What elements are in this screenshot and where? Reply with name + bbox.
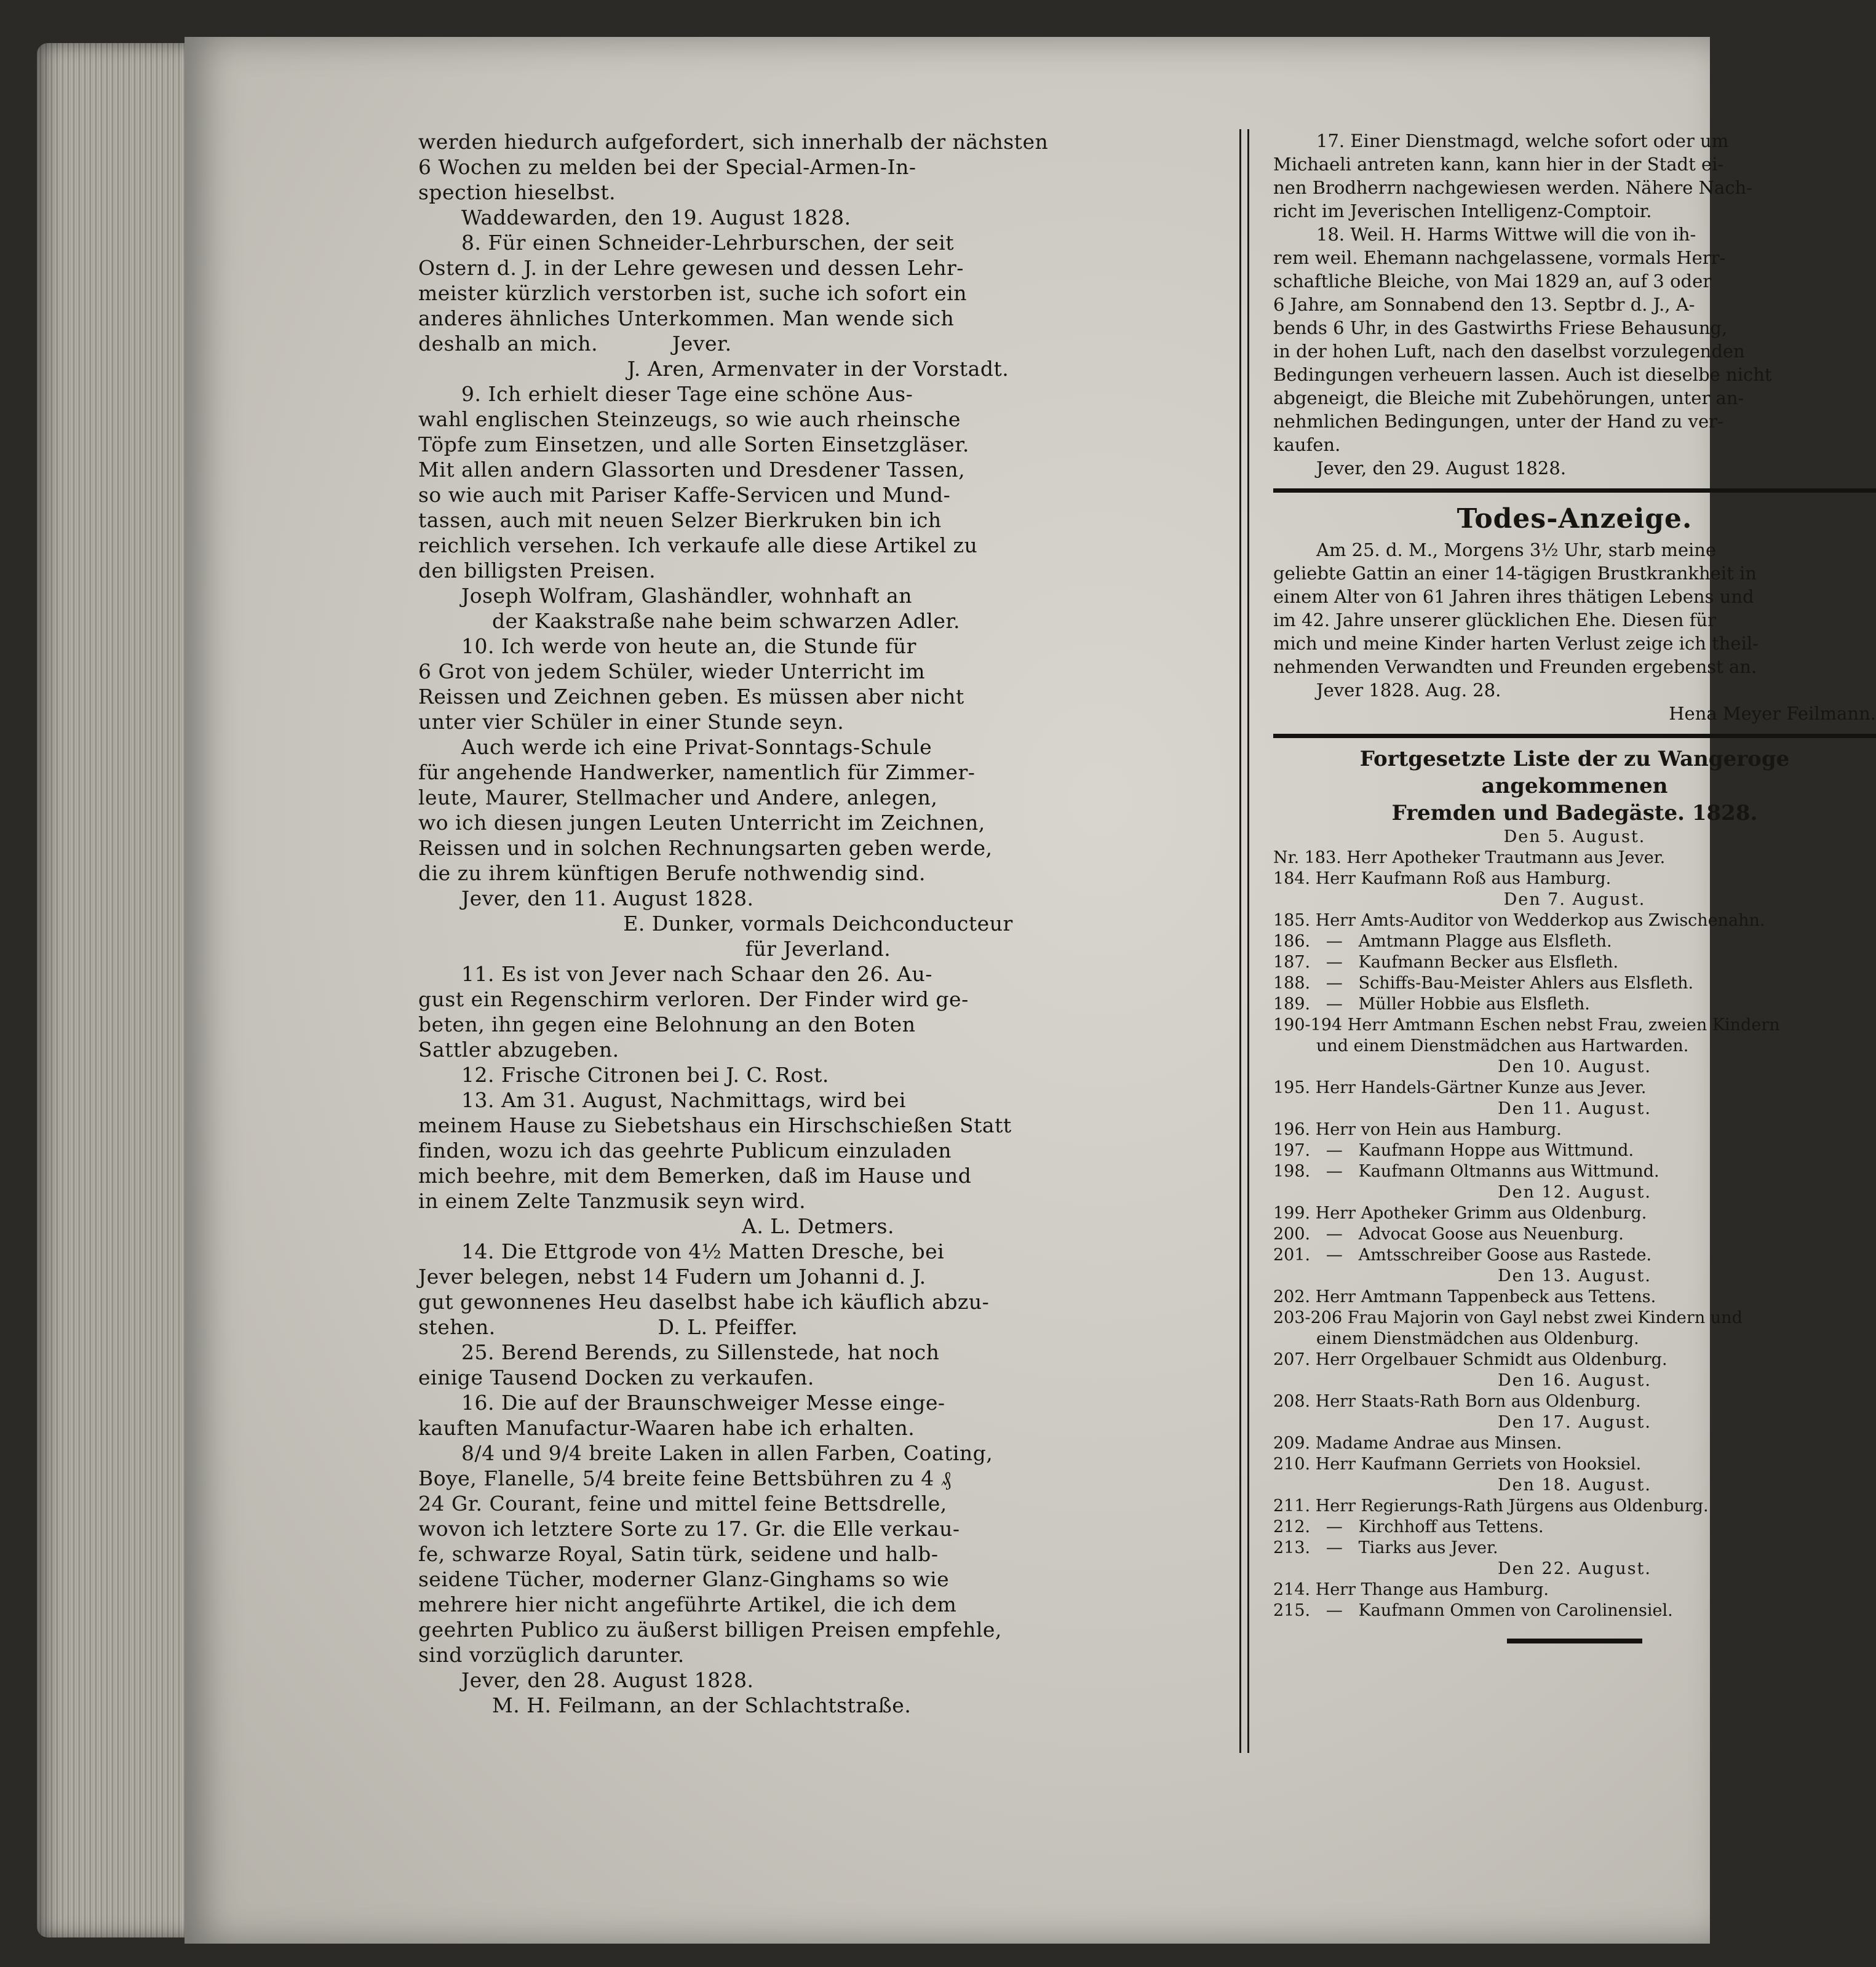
guest-list-title: Fortgesetzte Liste der zu Wangeroge angekommenen (1359, 747, 1790, 798)
text-line: gut gewonnenes Heu daselbst habe ich käuflich abzu- (418, 1290, 990, 1314)
death-notice-line: mich und meine Kinder harten Verlust zeige ich theil- (1273, 633, 1759, 654)
text-line: kauften Manufactur-Waaren habe ich erhalten. (418, 1416, 915, 1440)
dateline: Jever, den 11. August 1828. (461, 886, 754, 910)
dateline: Waddewarden, den 19. August 1828. (461, 205, 851, 229)
text-line: richt im Jeverischen Intelligenz-Comptoir. (1273, 201, 1652, 221)
text-line: wahl englischen Steinzeugs, so wie auch rheinsche (418, 407, 961, 431)
text-line: Töpfe zum Einsetzen, und alle Sorten Einsetzgläser. (418, 432, 969, 456)
left-column (418, 129, 1218, 1718)
death-notice-line: im 42. Jahre unserer glücklichen Ehe. Diesen für (1273, 610, 1716, 630)
guest-list-entry: 185. Herr Amts-Auditor von Wedderkop aus Zwischenahn. (1273, 911, 1765, 930)
guest-list-entry: Nr. 183. Herr Apotheker Trautmann aus Jever. (1273, 848, 1666, 867)
text-line: einige Tausend Docken zu verkaufen. (418, 1365, 814, 1389)
text-line: nehmlichen Bedingungen, unter der Hand zu ver- (1273, 411, 1723, 432)
guest-list-entry: 190-194 Herr Amtmann Eschen nebst Frau, zweien Kindern (1273, 1015, 1780, 1035)
text-line: meister kürzlich verstorben ist, suche ich sofort ein (418, 281, 967, 305)
guest-list-entry: 212. — Kirchhoff aus Tettens. (1273, 1517, 1544, 1536)
guest-list-date: Den 5. August. (1503, 827, 1646, 846)
death-notice-line: Am 25. d. M., Morgens 3½ Uhr, starb meine (1316, 539, 1717, 560)
death-notice-signature: Hena Meyer Feilmann. (1669, 703, 1876, 724)
text-line: Reissen und Zeichnen geben. Es müssen aber nicht (418, 685, 964, 709)
death-notice-line: geliebte Gattin an einer 14-tägigen Brustkrankheit in (1273, 563, 1757, 584)
guest-list-entry: 184. Herr Kaufmann Roß aus Hamburg. (1273, 869, 1612, 888)
guest-list-entry: 207. Herr Orgelbauer Schmidt aus Oldenburg. (1273, 1350, 1667, 1369)
text-line: die zu ihrem künftigen Berufe nothwendig sind. (418, 861, 926, 885)
text-line: 6 Grot von jedem Schüler, wieder Unterricht im (418, 659, 926, 683)
text-line: geehrten Publico zu äußerst billigen Preisen empfehle, (418, 1618, 1002, 1642)
guest-list-date: Den 7. August. (1503, 890, 1646, 909)
right-column (1273, 129, 1876, 1643)
text-line: rem weil. Ehemann nachgelassene, vormals Herr- (1273, 247, 1726, 268)
item-8-start: 8. Für einen Schneider-Lehrburschen, der seit (461, 231, 955, 255)
section-rule (1273, 734, 1876, 738)
signature: Joseph Wolfram, Glashändler, wohnhaft an (461, 584, 912, 608)
guest-list-date: Den 17. August. (1498, 1413, 1651, 1432)
text-line: den billigsten Preisen. (418, 558, 656, 582)
guest-list-entry: 198. — Kaufmann Oltmanns aus Wittmund. (1273, 1162, 1659, 1181)
text-line: schaftliche Bleiche, von Mai 1829 an, auf 3 oder (1273, 271, 1712, 292)
guest-list-entry: 187. — Kaufmann Becker aus Elsfleth. (1273, 953, 1619, 972)
guest-list-entry: 214. Herr Thange aus Hamburg. (1273, 1580, 1549, 1599)
item-17-start: 17. Einer Dienstmagd, welche sofort oder um (1316, 130, 1729, 151)
text-line: Michaeli antreten kann, kann hier in der Stadt ei- (1273, 154, 1724, 175)
guest-list-entry: 188. — Schiffs-Bau-Meister Ahlers aus Elsfleth. (1273, 974, 1694, 993)
death-notice-line: nehmenden Verwandten und Freunden ergebenst an. (1273, 656, 1757, 677)
guest-list-date: Den 12. August. (1498, 1183, 1651, 1202)
text-line: wovon ich letztere Sorte zu 17. Gr. die Elle verkau- (418, 1517, 960, 1541)
item-25-start: 25. Berend Berends, zu Sillenstede, hat noch (461, 1340, 940, 1364)
section-rule (1273, 488, 1876, 493)
text-line: 24 Gr. Courant, feine und mittel feine Bettsdrelle, (418, 1492, 947, 1516)
text-line: wo ich diesen jungen Leuten Unterricht im Zeichnen, (418, 811, 985, 835)
text-line: Jever belegen, nebst 14 Fudern um Johanni d. J. (418, 1265, 926, 1289)
guest-list-entry: 195. Herr Handels-Gärtner Kunze aus Jever. (1273, 1078, 1647, 1097)
text-line: werden hiedurch aufgefordert, sich innerhalb der nächsten (418, 130, 1049, 154)
death-notice-date: Jever 1828. Aug. 28. (1316, 680, 1501, 701)
text-line: Sattler abzugeben. (418, 1038, 619, 1062)
text-line: für angehende Handwerker, namentlich für Zimmer- (418, 760, 976, 784)
item-13-start: 13. Am 31. August, Nachmittags, wird bei (461, 1088, 906, 1112)
guest-list-date: Den 13. August. (1498, 1266, 1651, 1286)
text-line: Bedingungen verheuern lassen. Auch ist dieselbe nicht (1273, 364, 1772, 385)
guest-list-entry: 201. — Amtsschreiber Goose aus Rastede. (1273, 1246, 1652, 1265)
text-line: leute, Maurer, Stellmacher und Andere, anlegen, (418, 785, 938, 809)
item-16-start: 16. Die auf der Braunschweiger Messe einge- (461, 1391, 945, 1415)
text-line: beten, ihn gegen eine Belohnung an den Boten (418, 1012, 916, 1036)
text-line: fe, schwarze Royal, Satin türk, seidene und halb- (418, 1542, 939, 1566)
item-10-start: 10. Ich werde von heute an, die Stunde für (461, 634, 916, 658)
dateline: Jever, den 28. August 1828. (461, 1668, 754, 1692)
text-line: abgeneigt, die Bleiche mit Zubehörungen, unter an- (1273, 387, 1744, 408)
text-line: deshalb an mich. Jever. (418, 332, 732, 356)
text-line: Boye, Flanelle, 5/4 breite feine Bettsbühren zu 4 ₰ (418, 1466, 952, 1490)
guest-list-entry: 202. Herr Amtmann Tappenbeck aus Tettens. (1273, 1287, 1656, 1306)
guest-list-date: Den 18. August. (1498, 1476, 1651, 1495)
text-line: seidene Tücher, moderner Glanz-Ginghams so wie (418, 1567, 950, 1591)
guest-list-entry: 208. Herr Staats-Rath Born aus Oldenburg. (1273, 1392, 1641, 1411)
text-line: in einem Zelte Tanzmusik seyn wird. (418, 1189, 806, 1213)
guest-list-entry: 196. Herr von Hein aus Hamburg. (1273, 1120, 1562, 1139)
text-line: meinem Hause zu Siebetshaus ein Hirschschießen Statt (418, 1113, 1012, 1137)
text-line: so wie auch mit Pariser Kaffe-Servicen und Mund- (418, 483, 951, 507)
signature: für Jeverland. (745, 937, 891, 961)
signature: der Kaakstraße nahe beim schwarzen Adler. (492, 609, 961, 633)
item-9-start: 9. Ich erhielt dieser Tage eine schöne Aus- (461, 382, 913, 406)
death-notice-line: einem Alter von 61 Jahren ihres thätigen Lebens und (1273, 586, 1754, 607)
dateline: Jever, den 29. August 1828. (1316, 458, 1567, 479)
end-rule (1507, 1639, 1642, 1643)
signature: J. Aren, Armenvater in der Vorstadt. (627, 357, 1009, 381)
text-line: mich beehre, mit dem Bemerken, daß im Hause und (418, 1164, 972, 1188)
item-14-start: 14. Die Ettgrode von 4½ Matten Dresche, bei (461, 1239, 945, 1263)
guest-list-entry: einem Dienstmädchen aus Oldenburg. (1316, 1329, 1639, 1348)
guest-list-entry: 213. — Tiarks aus Jever. (1273, 1538, 1498, 1557)
text-line: Auch werde ich eine Privat-Sonntags-Schule (461, 735, 932, 759)
guest-list-date: Den 11. August. (1498, 1099, 1651, 1118)
text-line: mehrere hier nicht angeführte Artikel, die ich dem (418, 1592, 957, 1616)
guest-list-entry: 189. — Müller Hobbie aus Elsfleth. (1273, 995, 1590, 1014)
text-line: nen Brodherrn nachgewiesen werden. Nähere Nach- (1273, 177, 1753, 198)
item-11-start: 11. Es ist von Jever nach Schaar den 26. Au- (461, 962, 932, 986)
guest-list-entry: 211. Herr Regierungs-Rath Jürgens aus Oldenburg. (1273, 1496, 1709, 1516)
text-line: bends 6 Uhr, in des Gastwirths Friese Behausung, (1273, 317, 1728, 338)
text-line: tassen, auch mit neuen Selzer Bierkruken bin ich (418, 508, 942, 532)
text-line: 8/4 und 9/4 breite Laken in allen Farben, Coating, (461, 1441, 993, 1465)
text-line: Reissen und in solchen Rechnungsarten geben werde, (418, 836, 993, 860)
text-line: gust ein Regenschirm verloren. Der Finder wird ge- (418, 987, 969, 1011)
text-line: kaufen. (1273, 434, 1341, 455)
guest-list-date: Den 10. August. (1498, 1057, 1651, 1076)
death-notice-heading: Todes-Anzeige. (1457, 503, 1693, 534)
text-line: 6 Jahre, am Sonnabend den 13. Septbr d. J., A- (1273, 294, 1695, 315)
item-18-start: 18. Weil. H. Harms Wittwe will die von ih- (1316, 224, 1696, 245)
text-line: unter vier Schüler in einer Stunde seyn. (418, 710, 845, 734)
column-divider (1239, 129, 1249, 1753)
text-line: reichlich versehen. Ich verkaufe alle diese Artikel zu (418, 533, 978, 557)
signature: E. Dunker, vormals Deichconducteur (623, 912, 1013, 936)
guest-list-date: Den 22. August. (1498, 1559, 1651, 1578)
guest-list-entry: 200. — Advocat Goose aus Neuenburg. (1273, 1225, 1624, 1244)
guest-list-entry: 203-206 Frau Majorin von Gayl nebst zwei Kindern und (1273, 1308, 1743, 1327)
text-line: 6 Wochen zu melden bei der Special-Armen-In- (418, 155, 916, 179)
guest-list-entry: 210. Herr Kaufmann Gerriets von Hooksiel. (1273, 1455, 1642, 1474)
guest-list-entry: 215. — Kaufmann Ommen von Carolinensiel. (1273, 1601, 1673, 1620)
text-line: stehen. D. L. Pfeiffer. (418, 1315, 798, 1339)
guest-list-entry: 197. — Kaufmann Hoppe aus Wittmund. (1273, 1141, 1634, 1160)
guest-list-entry: 199. Herr Apotheker Grimm aus Oldenburg. (1273, 1204, 1647, 1223)
guest-list-entry: 209. Madame Andrae aus Minsen. (1273, 1434, 1562, 1453)
text-line: in der hohen Luft, nach den daselbst vorzulegenden (1273, 341, 1745, 362)
text-line: anderes ähnliches Unterkommen. Man wende sich (418, 306, 955, 330)
guest-list (1273, 827, 1876, 1621)
signature: M. H. Feilmann, an der Schlachtstraße. (492, 1693, 912, 1717)
guest-list-entry: 186. — Amtmann Plagge aus Elsfleth. (1273, 932, 1612, 951)
item-12: 12. Frische Citronen bei J. C. Rost. (461, 1063, 829, 1087)
guest-list-title: Fremden und Badegäste. 1828. (1391, 801, 1758, 825)
text-line: spection hieselbst. (418, 180, 616, 204)
signature: A. L. Detmers. (742, 1214, 894, 1238)
text-line: Ostern d. J. in der Lehre gewesen und dessen Lehr- (418, 256, 964, 280)
text-line: Mit allen andern Glassorten und Dresdener Tassen, (418, 458, 966, 482)
guest-list-entry: und einem Dienstmädchen aus Hartwarden. (1316, 1036, 1689, 1055)
text-line: sind vorzüglich darunter. (418, 1643, 685, 1667)
text-line: finden, wozu ich das geehrte Publicum einzuladen (418, 1138, 952, 1162)
guest-list-date: Den 16. August. (1498, 1371, 1651, 1390)
newspaper-page (185, 37, 1876, 1944)
